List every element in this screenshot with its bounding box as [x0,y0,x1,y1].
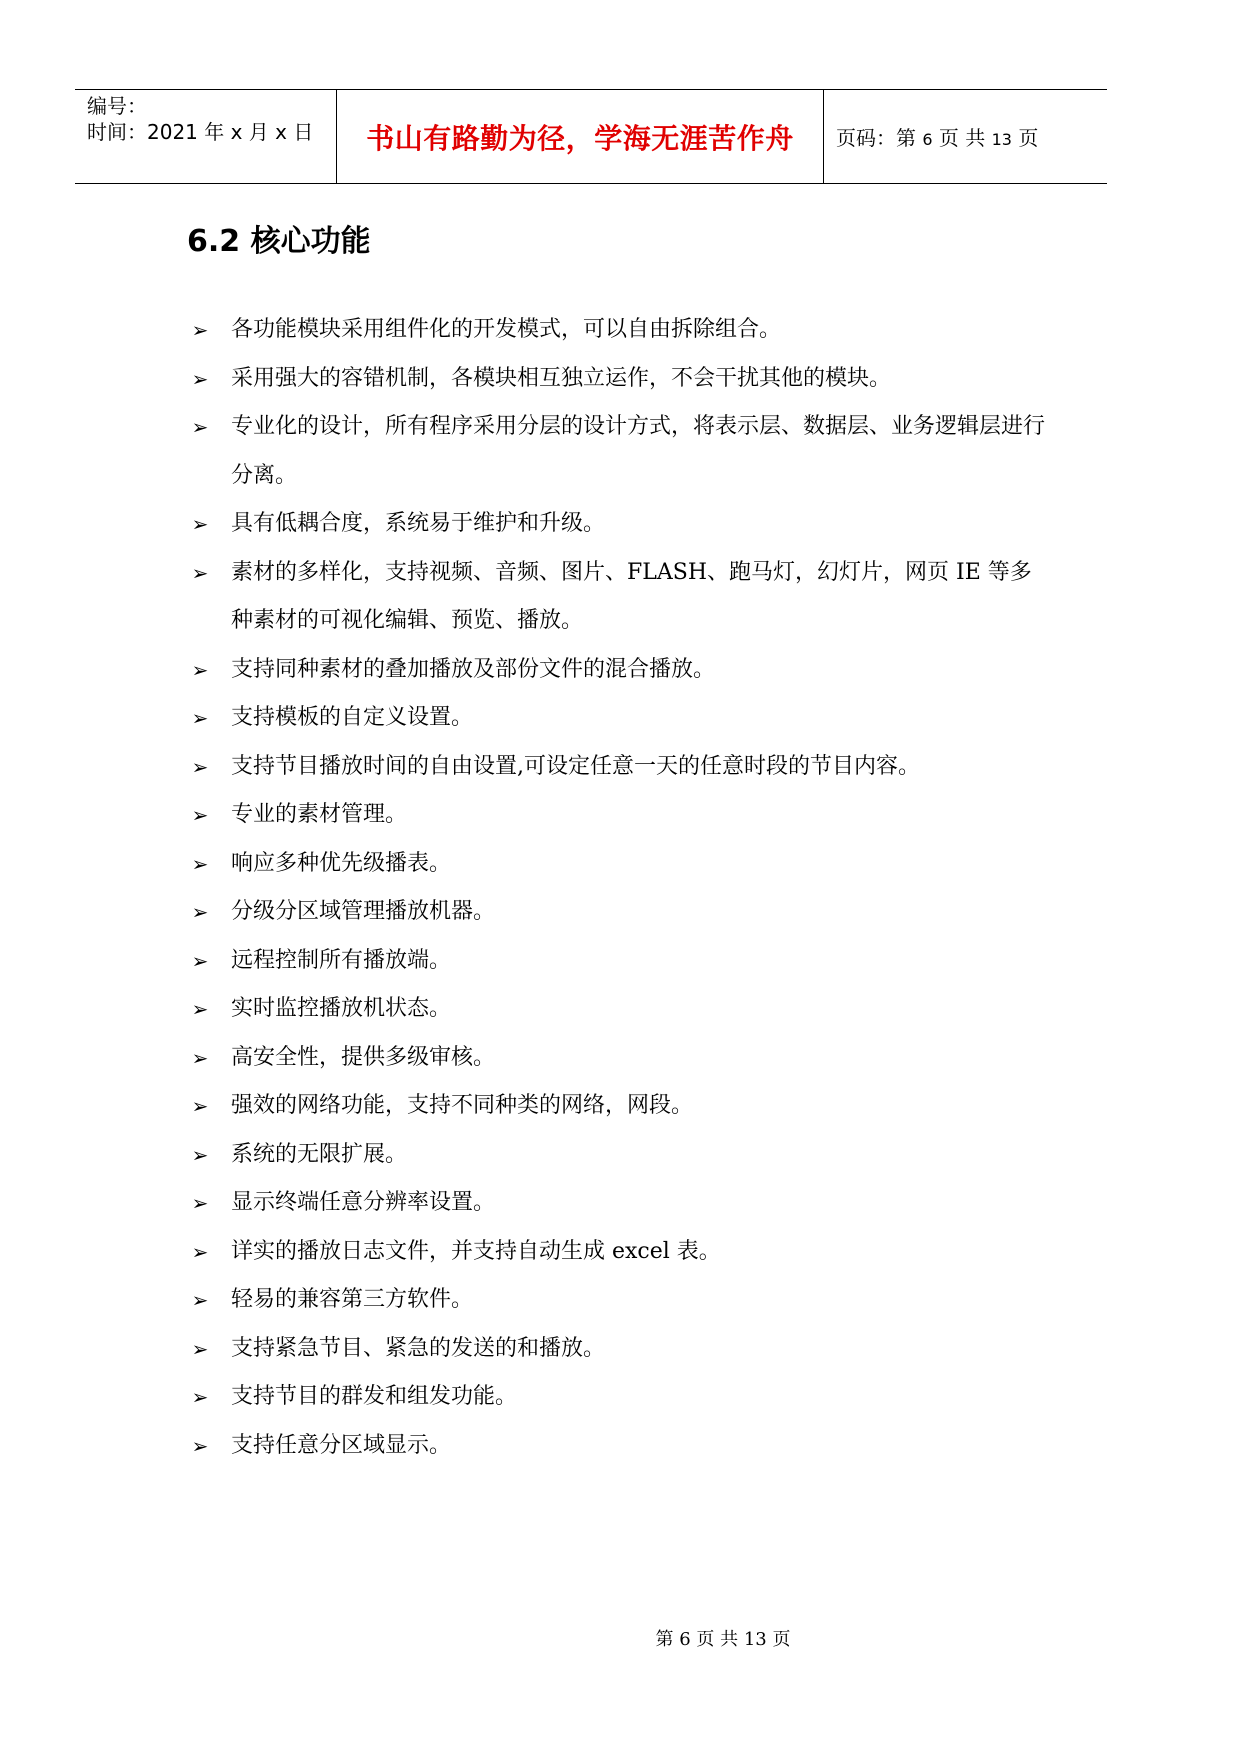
bullet-arrow-icon: ➢ [191,415,209,439]
header-page-cell [824,90,1107,183]
header-page-info [836,122,1038,151]
bullet-arrow-icon: ➢ [191,657,209,682]
list-item [187,1228,1047,1277]
list-item-text: 响应多种优先级播表。 [231,850,452,876]
list-item-text: 强效的网络功能，支持不同种类的网络，网段。 [231,1093,694,1118]
list-item-text: 详实的播放日志文件，并支持自动生成 excel 表。 [231,1238,721,1264]
bullet-arrow-icon: ➢ [191,1142,209,1167]
list-item [187,306,1047,355]
list-item-text: 轻易的兼容第三方软件。 [231,1287,474,1312]
bullet-arrow-icon: ➢ [191,1288,209,1312]
list-item [187,791,1047,840]
bullet-arrow-icon: ➢ [191,1045,209,1070]
list-item [187,1082,1047,1131]
list-item [187,500,1047,549]
list-item-text: 远程控制所有播放端。 [231,947,452,973]
list-item [187,1131,1047,1180]
feature-list [187,306,1047,1470]
header-motto-cell [337,90,824,183]
bullet-arrow-icon: ➢ [191,997,209,1021]
list-item [187,1325,1047,1374]
page-header [75,89,1107,184]
list-item-text: 支持紧急节目、紧急的发送的和播放。 [231,1335,606,1361]
list-item [187,985,1047,1034]
list-item-text: 具有低耦合度，系统易于维护和升级。 [231,511,606,536]
list-item [187,1179,1047,1228]
page-total: 13 [991,130,1012,149]
bullet-arrow-icon: ➢ [191,318,209,342]
list-item-text: 分级分区域管理播放机器。 [231,899,496,924]
page-footer: 第 6 页 共 13 页 [655,1629,791,1650]
header-motto: 书山有路勤为径，学海无涯苦作舟 [366,121,794,155]
list-item [187,743,1047,792]
list-item [187,694,1047,743]
list-item [187,1034,1047,1083]
list-item-text: 显示终端任意分辨率设置。 [231,1190,496,1215]
doc-time-label: 时间：2021 年 x 月 x 日 [87,120,314,144]
bullet-arrow-icon: ➢ [191,706,209,730]
list-item [187,646,1047,695]
bullet-arrow-icon: ➢ [191,754,209,779]
list-item-text: 高安全性，提供多级审核。 [231,1044,496,1070]
list-item-text: 支持节目播放时间的自由设置,可设定任意一天的任意时段的节目内容。 [231,753,920,779]
bullet-arrow-icon: ➢ [191,803,209,827]
bullet-arrow-icon: ➢ [191,900,209,924]
list-item-text: 支持同种素材的叠加播放及部份文件的混合播放。 [231,656,716,682]
bullet-arrow-icon: ➢ [191,366,209,391]
list-item [187,1422,1047,1471]
list-item-text: 实时监控播放机状态。 [231,996,452,1021]
list-item [187,1373,1047,1422]
list-item [187,403,1047,500]
bullet-arrow-icon: ➢ [191,1433,209,1458]
bullet-arrow-icon: ➢ [191,948,209,973]
list-item [187,840,1047,889]
list-item [187,355,1047,404]
bullet-arrow-icon: ➢ [191,1239,209,1264]
list-item-text: 支持节目的群发和组发功能。 [231,1384,518,1409]
bullet-arrow-icon: ➢ [191,1385,209,1409]
list-item-text: 支持模板的自定义设置。 [231,705,474,730]
list-item [187,888,1047,937]
page-label: 页码：第 [836,126,916,150]
doc-number-label: 编号： [87,94,147,118]
list-item [187,937,1047,986]
list-item [187,1276,1047,1325]
page-end: 页 [1018,126,1039,150]
list-item-text: 系统的无限扩展。 [231,1141,408,1167]
list-item [187,549,1047,646]
list-item-text: 采用强大的容错机制，各模块相互独立运作，不会干扰其他的模块。 [231,365,892,391]
list-item-text: 支持任意分区域显示。 [231,1432,452,1458]
bullet-arrow-icon: ➢ [191,851,209,876]
bullet-arrow-icon: ➢ [191,512,209,536]
bullet-arrow-icon: ➢ [191,1094,209,1118]
list-item-text: 素材的多样化，支持视频、音频、图片、FLASH、跑马灯，幻灯片，网页 IE 等多种素材的可视化编辑、预览、播放。 [231,559,1032,633]
header-meta-cell [75,90,337,183]
bullet-arrow-icon: ➢ [191,560,209,585]
bullet-arrow-icon: ➢ [191,1336,209,1361]
list-item-text: 各功能模块采用组件化的开发模式，可以自由拆除组合。 [231,317,782,342]
list-item-text: 专业的素材管理。 [231,802,408,827]
section-title: 6.2 核心功能 [187,224,371,259]
page-current: 6 [922,130,933,149]
page-mid: 页 共 [938,126,986,150]
list-item-text: 专业化的设计，所有程序采用分层的设计方式，将表示层、数据层、业务逻辑层进行分离。 [231,414,1046,488]
bullet-arrow-icon: ➢ [191,1191,209,1215]
